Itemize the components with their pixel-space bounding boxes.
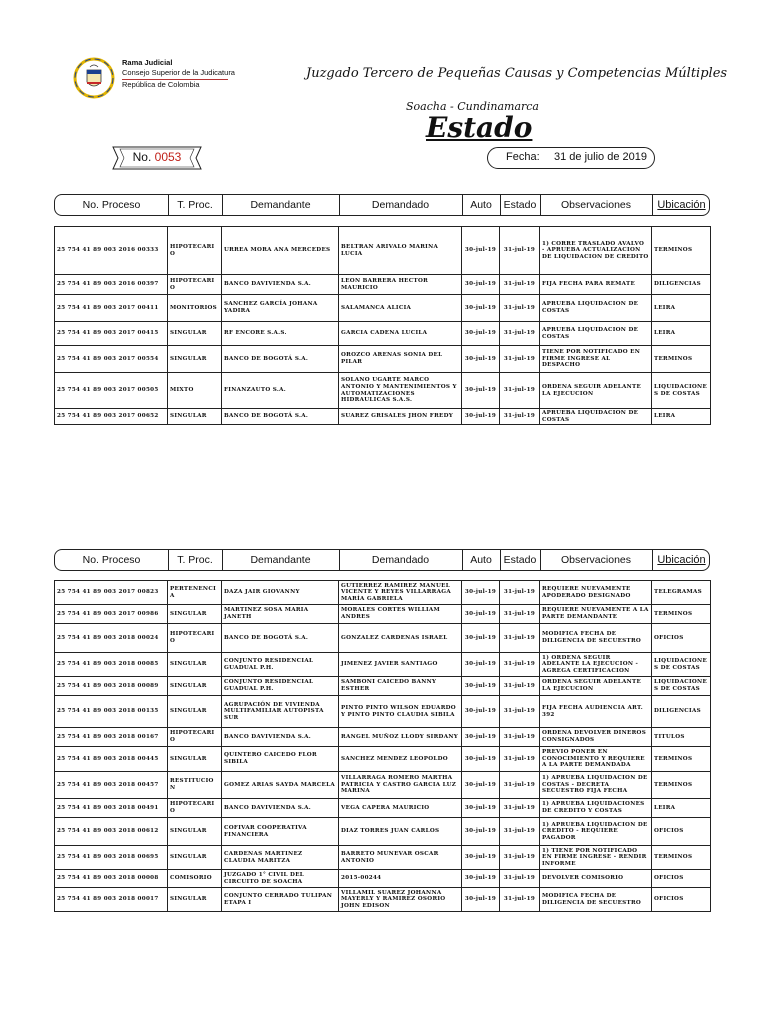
table-cell: VEGA CAPERA MAURICIO: [339, 799, 462, 818]
institution-divider: [122, 79, 228, 80]
table-cell: DILIGENCIAS: [652, 696, 711, 728]
table-cell: SINGULAR: [168, 605, 222, 624]
table-cell: APRUEBA LIQUIDACION DE COSTAS: [540, 322, 652, 346]
table-cell: 25 754 41 89 003 2018 00167: [55, 728, 168, 747]
table-cell: SINGULAR: [168, 653, 222, 677]
table-cell: PREVIO PONER EN CONOCIMIENTO Y REQUIERE A LA PARTE DEMANDADA: [540, 747, 652, 772]
table-cell: BANCO DAVIVIENDA S.A.: [222, 728, 339, 747]
institution-line-3: República de Colombia: [122, 80, 200, 89]
table-cell: 31-jul-19: [500, 728, 540, 747]
table-cell: QUINTERO CAICEDO FLOR SIBILA: [222, 747, 339, 772]
table-cell: TERMINOS: [652, 346, 711, 373]
column-header: Observaciones: [560, 554, 632, 566]
table-cell: MODIFICA FECHA DE DILIGENCIA DE SECUESTRO: [540, 888, 652, 912]
table-cell: JIMENEZ JAVIER SANTIAGO: [339, 653, 462, 677]
table-cell: BANCO DAVIVIENDA S.A.: [222, 275, 339, 295]
table-cell: SAMBONI CAICEDO BANNY ESTHER: [339, 677, 462, 696]
table-cell: 25 754 41 89 003 2018 00457: [55, 772, 168, 799]
table-cell: 30-jul-19: [462, 747, 500, 772]
table-cell: 30-jul-19: [462, 772, 500, 799]
table-cell: 25 754 41 89 003 2018 00017: [55, 888, 168, 912]
column-header: Demandado: [371, 554, 430, 566]
column-header: Observaciones: [560, 199, 632, 211]
table-cell: 30-jul-19: [462, 888, 500, 912]
table-cell: 25 754 41 89 003 2018 00008: [55, 870, 168, 888]
table-cell: 30-jul-19: [462, 581, 500, 605]
table-cell: OFICIOS: [652, 624, 711, 653]
table-row: [55, 409, 711, 425]
table-cell: CONJUNTO RESIDENCIAL GUADUAL P.H.: [222, 653, 339, 677]
table-cell: 31-jul-19: [500, 295, 540, 322]
table-cell: TERMINOS: [652, 605, 711, 624]
table-cell: LIQUIDACIONES DE COSTAS: [652, 677, 711, 696]
table-row: [55, 227, 711, 275]
table-cell: HIPOTECARIO: [168, 227, 222, 275]
table-cell: SINGULAR: [168, 322, 222, 346]
table-cell: ORDENA DEVOLVER DINEROS CONSIGNADOS: [540, 728, 652, 747]
table-cell: JUZGADO 1° CIVIL DEL CIRCUITO DE SOACHA: [222, 870, 339, 888]
table-row: [55, 888, 711, 912]
table-cell: 31-jul-19: [500, 605, 540, 624]
table-cell: 30-jul-19: [462, 624, 500, 653]
table-cell: 30-jul-19: [462, 728, 500, 747]
table-cell: 31-jul-19: [500, 696, 540, 728]
table-cell: 31-jul-19: [500, 409, 540, 425]
table-cell: 25 754 41 89 003 2017 00652: [55, 409, 168, 425]
table-cell: 31-jul-19: [500, 772, 540, 799]
table-cell: TERMINOS: [652, 846, 711, 870]
table-cell: 31-jul-19: [500, 624, 540, 653]
table-cell: SINGULAR: [168, 677, 222, 696]
table-cell: 31-jul-19: [500, 322, 540, 346]
column-header: Demandante: [250, 199, 311, 211]
table-cell: 30-jul-19: [462, 295, 500, 322]
estado-number-value: 0053: [154, 150, 182, 164]
institution-line-2: Consejo Superior de la Judicatura: [122, 67, 235, 77]
table-cell: TELEGRAMAS: [652, 581, 711, 605]
table-row: [55, 870, 711, 888]
table-cell: GOMEZ ARIAS SAYDA MARCELA: [222, 772, 339, 799]
table-cell: SINGULAR: [168, 846, 222, 870]
table-header-2: [54, 549, 710, 571]
table-cell: SANCHEZ GARCÍA JOHANA YADIRA: [222, 295, 339, 322]
table-cell: 1) ORDENA SEGUIR ADELANTE LA EJECUCION - AGREGA CERTIFICACION: [540, 653, 652, 677]
table-cell: LEIRA: [652, 295, 711, 322]
table-cell: 25 754 41 89 003 2018 00024: [55, 624, 168, 653]
table-cell: 30-jul-19: [462, 696, 500, 728]
table-cell: MIXTO: [168, 373, 222, 409]
table-row: [55, 846, 711, 870]
table-cell: 25 754 41 89 003 2018 00445: [55, 747, 168, 772]
table-cell: DIAZ TORRES JUAN CARLOS: [339, 818, 462, 846]
table-cell: 25 754 41 89 003 2018 00491: [55, 799, 168, 818]
table-cell: OFICIOS: [652, 888, 711, 912]
table-row: [55, 653, 711, 677]
table-row: [55, 677, 711, 696]
table-cell: 30-jul-19: [462, 605, 500, 624]
page-title: Estado: [426, 111, 533, 144]
table-cell: DEVOLVER COMISORIO: [540, 870, 652, 888]
column-header: Ubicación: [657, 199, 706, 211]
table-cell: PINTO PINTO WILSON EDUARDO Y PINTO PINTO CLAUDIA SIBILA: [339, 696, 462, 728]
table-cell: COFIVAR COOPERATIVA FINANCIERA: [222, 818, 339, 846]
table-cell: TERMINOS: [652, 747, 711, 772]
table-cell: 30-jul-19: [462, 346, 500, 373]
column-header: Auto: [470, 554, 492, 566]
column-header: T. Proc.: [177, 199, 213, 211]
table-cell: RESTITUCION: [168, 772, 222, 799]
table-cell: RANGEL MUÑOZ LLODY SIRDANY: [339, 728, 462, 747]
table-row: [55, 818, 711, 846]
table-cell: GUTIERREZ RAMIREZ MANUEL VICENTE Y REYES VILLARRAGA MARÍA GABRIELA: [339, 581, 462, 605]
court-name: Juzgado Tercero de Pequeñas Causas y Competencias Múltiples: [306, 66, 728, 81]
table-cell: LIQUIDACIONES DE COSTAS: [652, 653, 711, 677]
table-row: [55, 747, 711, 772]
table-cell: 25 754 41 89 003 2017 00415: [55, 322, 168, 346]
table-cell: LIQUIDACIONES DE COSTAS: [652, 373, 711, 409]
table-row: [55, 799, 711, 818]
table-cell: LEIRA: [652, 799, 711, 818]
table-cell: 30-jul-19: [462, 653, 500, 677]
column-header: Ubicación: [657, 554, 706, 566]
table-cell: 1) TIENE POR NOTIFICADO EN FIRME INGRESE - RENDIR INFORME: [540, 846, 652, 870]
table-cell: 31-jul-19: [500, 346, 540, 373]
colombia-coat-of-arms-icon: [72, 56, 116, 100]
table-cell: HIPOTECARIO: [168, 275, 222, 295]
table-cell: 30-jul-19: [462, 409, 500, 425]
table-cell: 31-jul-19: [500, 870, 540, 888]
table-cell: SALAMANCA ALICIA: [339, 295, 462, 322]
table-cell: 25 754 41 89 003 2016 00397: [55, 275, 168, 295]
table-cell: SINGULAR: [168, 346, 222, 373]
table-cell: OFICIOS: [652, 870, 711, 888]
proceedings-table-1: [54, 226, 711, 425]
table-cell: 31-jul-19: [500, 888, 540, 912]
table-row: [55, 295, 711, 322]
table-cell: MORALES CORTES WILLIAM ANDRES: [339, 605, 462, 624]
table-row: [55, 346, 711, 373]
table-header-1: [54, 194, 710, 216]
table-cell: REQUIERE NUEVAMENTE APODERADO DESIGNADO: [540, 581, 652, 605]
table-cell: SINGULAR: [168, 747, 222, 772]
table-cell: 2015-00244: [339, 870, 462, 888]
table-cell: SANCHEZ MENDEZ LEOPOLDO: [339, 747, 462, 772]
table-row: [55, 772, 711, 799]
table-cell: 25 754 41 89 003 2018 00695: [55, 846, 168, 870]
table-cell: 30-jul-19: [462, 227, 500, 275]
proceedings-table-2: [54, 580, 711, 912]
table-cell: HIPOTECARIO: [168, 728, 222, 747]
table-cell: 1) APRUEBA LIQUIDACION DE CREDITO - REQUIERE PAGADOR: [540, 818, 652, 846]
table-cell: 25 754 41 89 003 2017 00986: [55, 605, 168, 624]
table-cell: 31-jul-19: [500, 653, 540, 677]
table-cell: SINGULAR: [168, 818, 222, 846]
table-row: [55, 624, 711, 653]
institution-line-1: Rama Judicial: [122, 58, 173, 67]
column-header: Auto: [470, 199, 492, 211]
table-cell: 31-jul-19: [500, 799, 540, 818]
table-row: [55, 322, 711, 346]
table-cell: 31-jul-19: [500, 275, 540, 295]
date-value: 31 de julio de 2019: [554, 151, 647, 163]
table-cell: AGRUPACIÓN DE VIVIENDA MULTIFAMILIAR AUTOPISTA SUR: [222, 696, 339, 728]
table-cell: APRUEBA LIQUIDACION DE COSTAS: [540, 295, 652, 322]
date-label: Fecha:: [506, 151, 540, 163]
table-cell: FIJA FECHA PARA REMATE: [540, 275, 652, 295]
table-cell: URREA MORA ANA MERCEDES: [222, 227, 339, 275]
column-header: Demandante: [250, 554, 311, 566]
table-cell: 31-jul-19: [500, 373, 540, 409]
table-cell: DAZA JAIR GIOVANNY: [222, 581, 339, 605]
table-cell: REQUIERE NUEVAMENTE A LA PARTE DEMANDANTE: [540, 605, 652, 624]
table-cell: BARRETO MUNEVAR OSCAR ANTONIO: [339, 846, 462, 870]
table-cell: SINGULAR: [168, 409, 222, 425]
table-cell: PERTENENCIA: [168, 581, 222, 605]
table-cell: 30-jul-19: [462, 373, 500, 409]
table-cell: FIJA FECHA AUDIENCIA ART. 392: [540, 696, 652, 728]
table-cell: 30-jul-19: [462, 799, 500, 818]
table-cell: ORDENA SEGUIR ADELANTE LA EJECUCION: [540, 677, 652, 696]
column-header: Demandado: [371, 199, 430, 211]
table-cell: VILLARRAGA ROMERO MARTHA PATRICIA Y CASTRO GARCIA LUZ MARINA: [339, 772, 462, 799]
table-cell: TITULOS: [652, 728, 711, 747]
table-row: [55, 605, 711, 624]
table-cell: MARTINEZ SOSA MARIA JANETH: [222, 605, 339, 624]
table-cell: GARCIA CADENA LUCILA: [339, 322, 462, 346]
column-header: T. Proc.: [177, 554, 213, 566]
table-cell: TERMINOS: [652, 772, 711, 799]
institution-name: [122, 58, 235, 90]
table-cell: 31-jul-19: [500, 818, 540, 846]
table-cell: 1) APRUEBA LIQUIDACIONES DE CREDITO Y COSTAS: [540, 799, 652, 818]
table-row: [55, 275, 711, 295]
table-cell: 25 754 41 89 003 2016 00333: [55, 227, 168, 275]
table-cell: BANCO DAVIVIENDA S.A.: [222, 799, 339, 818]
table-cell: SOLANO UGARTE MARCO ANTONIO Y MANTENIMIENTOS Y AUTOMATIZACIONES HIDRAULICAS S.A.S.: [339, 373, 462, 409]
table-cell: MODIFICA FECHA DE DILIGENCIA DE SECUESTRO: [540, 624, 652, 653]
table-cell: CARDENAS MARTINEZ CLAUDIA MARITZA: [222, 846, 339, 870]
table-cell: 30-jul-19: [462, 870, 500, 888]
table-cell: 1) CORRE TRASLADO AVALVO - APRUEBA ACTUALIZACION DE LIQUIDACION DE CREDITO: [540, 227, 652, 275]
table-cell: APRUEBA LIQUIDACION DE COSTAS: [540, 409, 652, 425]
table-row: [55, 581, 711, 605]
table-cell: RF ENCORE S.A.S.: [222, 322, 339, 346]
table-cell: ORDENA SEGUIR ADELANTE LA EJECUCION: [540, 373, 652, 409]
table-cell: 30-jul-19: [462, 846, 500, 870]
column-header: No. Proceso: [82, 554, 141, 566]
table-cell: BELTRAN ARIVALO MARINA LUCIA: [339, 227, 462, 275]
column-header: Estado: [503, 554, 537, 566]
table-cell: LEON BARRERA HECTOR MAURICIO: [339, 275, 462, 295]
table-cell: 30-jul-19: [462, 677, 500, 696]
table-cell: HIPOTECARIO: [168, 624, 222, 653]
table-row: [55, 728, 711, 747]
table-cell: VILLAMIL SUAREZ JOHANNA MAYERLY Y RAMIREZ OSORIO JOHN EDISON: [339, 888, 462, 912]
table-cell: 25 754 41 89 003 2018 00089: [55, 677, 168, 696]
table-cell: HIPOTECARIO: [168, 799, 222, 818]
table-cell: 25 754 41 89 003 2018 00085: [55, 653, 168, 677]
table-cell: CONJUNTO RESIDENCIAL GUADUAL P.H.: [222, 677, 339, 696]
table-cell: BANCO DE BOGOTÁ S.A.: [222, 346, 339, 373]
table-cell: 31-jul-19: [500, 581, 540, 605]
table-cell: 30-jul-19: [462, 818, 500, 846]
estado-number-label: No.: [132, 150, 152, 164]
table-cell: 25 754 41 89 003 2018 00135: [55, 696, 168, 728]
column-header: No. Proceso: [82, 199, 141, 211]
table-cell: 25 754 41 89 003 2017 00554: [55, 346, 168, 373]
table-cell: MONITORIOS: [168, 295, 222, 322]
table-row: [55, 696, 711, 728]
table-cell: BANCO DE BOGOTÁ S.A.: [222, 624, 339, 653]
table-cell: LEIRA: [652, 409, 711, 425]
table-cell: 30-jul-19: [462, 322, 500, 346]
table-cell: GONZALEZ CARDENAS ISRAEL: [339, 624, 462, 653]
table-cell: 31-jul-19: [500, 747, 540, 772]
table-cell: TIENE POR NOTIFICADO EN FIRME INGRESE AL DESPACHO: [540, 346, 652, 373]
table-cell: COMISORIO: [168, 870, 222, 888]
table-cell: TERMINOS: [652, 227, 711, 275]
table-cell: FINANZAUTO S.A.: [222, 373, 339, 409]
table-cell: 31-jul-19: [500, 677, 540, 696]
estado-number-badge: [112, 146, 202, 170]
table-cell: OFICIOS: [652, 818, 711, 846]
table-cell: 25 754 41 89 003 2017 00411: [55, 295, 168, 322]
table-cell: OROZCO ARENAS SONIA DEL PILAR: [339, 346, 462, 373]
table-cell: CONJUNTO CERRADO TULIPAN ETAPA I: [222, 888, 339, 912]
court-city: Soacha - Cundinamarca: [406, 100, 539, 113]
table-cell: SINGULAR: [168, 888, 222, 912]
table-cell: LEIRA: [652, 322, 711, 346]
table-cell: BANCO DE BOGOTÁ S.A.: [222, 409, 339, 425]
table-cell: SUAREZ GRISALES JHON FREDY: [339, 409, 462, 425]
table-cell: SINGULAR: [168, 696, 222, 728]
table-row: [55, 373, 711, 409]
table-cell: 25 754 41 89 003 2017 00823: [55, 581, 168, 605]
table-cell: 30-jul-19: [462, 275, 500, 295]
date-box: [487, 147, 655, 169]
table-cell: 25 754 41 89 003 2018 00612: [55, 818, 168, 846]
table-cell: 25 754 41 89 003 2017 00505: [55, 373, 168, 409]
table-cell: 1) APRUEBA LIQUIDACION DE COSTAS - DECRETA SECUESTRO FIJA FECHA: [540, 772, 652, 799]
column-header: Estado: [503, 199, 537, 211]
table-cell: DILIGENCIAS: [652, 275, 711, 295]
table-cell: 31-jul-19: [500, 846, 540, 870]
table-cell: 31-jul-19: [500, 227, 540, 275]
